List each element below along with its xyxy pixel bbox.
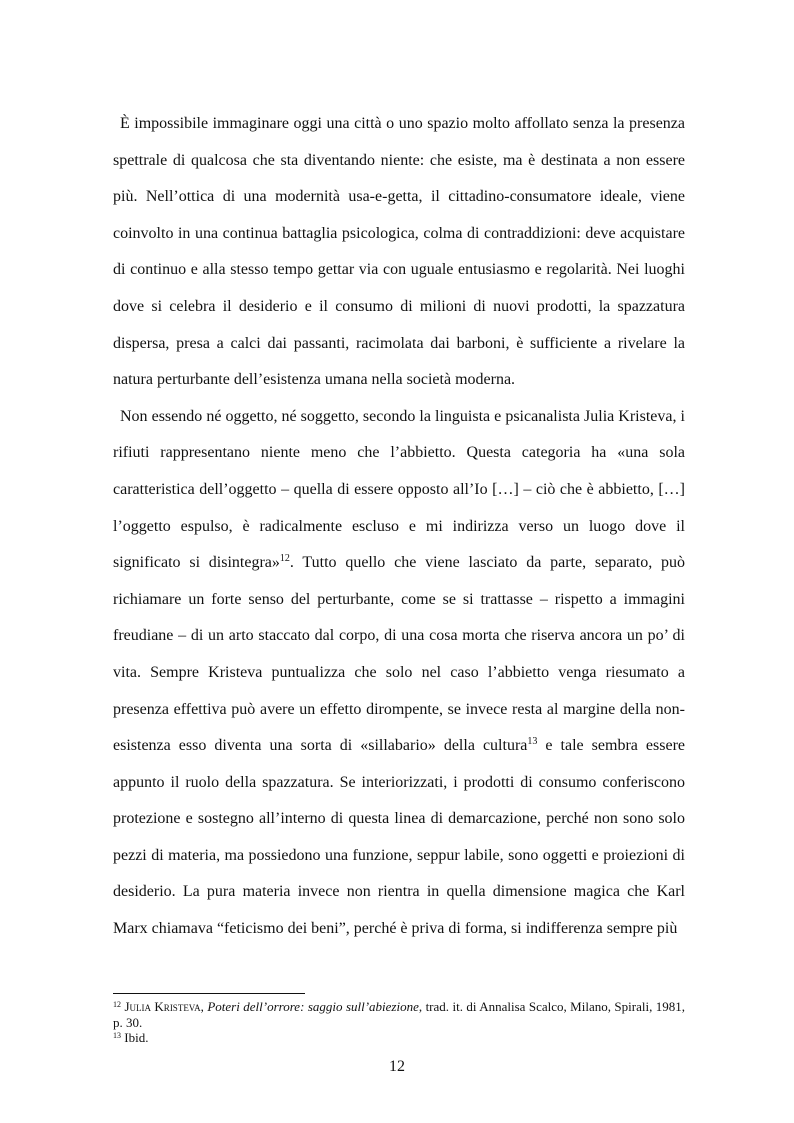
paragraph-1 [113, 106, 685, 399]
footnote-separator [113, 993, 305, 994]
paragraph-text: Non essendo né oggetto, né soggetto, secondo la linguista e psicanalista Julia Kristeva, i rifiuti rappresentano niente meno che l’abbietto. Questa categoria ha «una sola caratteristica dell’oggetto – quella di essere opposto all’Io […] – ciò che è abbietto, […] l’oggetto espulso, è radicalmente escluso e mi indirizza verso un luogo dove il significato si disintegra» [113, 407, 685, 572]
paragraph-text: È impossibile immaginare oggi una città o uno spazio molto affollato senza la presenza spettrale di qualcosa che sta diventando niente: che esiste, ma è destinata a non essere più. Nell’ottica di una modernità usa-e-getta, il cittadino-consumatore ideale, viene coinvolto in una continua battaglia psicologica, colma di contraddizioni: deve acquistare di continuo e alla stesso tempo gettar via con uguale entusiasmo e regolarità. Nei luoghi dove si celebra il desiderio e il consumo di milioni di nuovi prodotti, la spazzatura dispersa, presa a calci dai passanti, racimolata dai barboni, è sufficiente a rivelare la natura perturbante dell’esistenza umana nella società moderna. [113, 115, 685, 389]
footnote-12: $^{12}$ Julia Kristeva, Poteri dell’orrore: saggio sull’abiezione, trad. it. di Annalisa Scalco, Milano, Spirali, 1981, p. 30. [113, 999, 686, 1030]
footnote-details: , trad. it. di Annalisa Scalco, Milano, Spirali, 1981, p. 30. [113, 999, 686, 1030]
paragraph-text: . Tutto quello che viene lasciato da parte, separato, può richiamare un forte senso del perturbante, come se si trattasse – rispetto a immagini freudiane – di un arto staccato dal corpo, di una cosa morta che riserva ancora un po’ di vita. Sempre Kristeva puntualizza che solo nel caso l’abbietto venga riesumato a presenza effettiva può avere un effetto dirompente, se invece resta al margine della non-esistenza esso diventa una sorta di «sillabario» della cultura [113, 554, 685, 755]
footnote-13 [113, 1030, 685, 1046]
footnote-number: 13 [113, 1031, 121, 1040]
footnote-author: Julia Kristeva [124, 999, 201, 1014]
footnote-text: Ibid. [124, 1030, 149, 1045]
footnotes [113, 999, 685, 1046]
footnote-title: Poteri dell’orrore: saggio sull’abiezione [207, 999, 419, 1014]
page-number: 12 [389, 1058, 405, 1075]
body-text [113, 106, 685, 948]
footnote-number: 12 [113, 1000, 121, 1009]
footnote-reference-13[interactable]: 13 [527, 736, 538, 748]
footnote-reference-12[interactable]: 12 [279, 553, 290, 565]
paragraph-text: e tale sembra essere appunto il ruolo della spazzatura. Se interiorizzati, i prodotti di consumo conferiscono protezione e sostegno all’interno di questa linea di demarcazione, perché non sono solo pezzi di materia, ma possiedono una funzione, seppur labile, sono oggetti e proiezioni di desiderio. La pura materia invece non rientra in quella dimensione magica che Karl Marx chiamava “feticismo dei beni”, perché è priva di forma, si indifferenza sempre più [113, 737, 685, 938]
paragraph-2 [113, 399, 685, 948]
